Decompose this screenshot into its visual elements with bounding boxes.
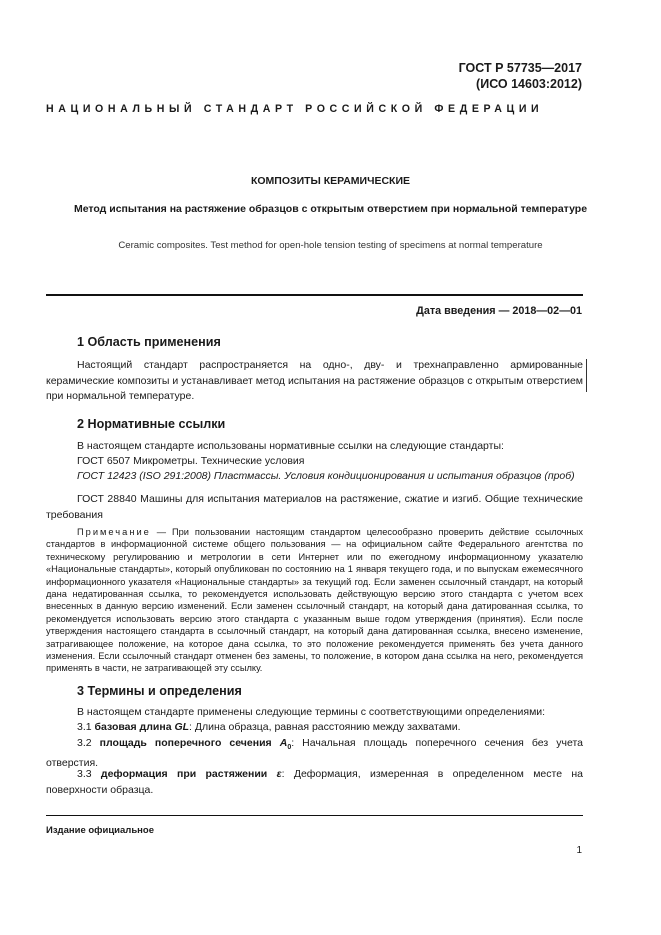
change-bar [586, 359, 587, 392]
section-3-intro-text: В настоящем стандарте применены следующие термины с соответствующими определениями: [77, 706, 546, 718]
term-3-2 [46, 736, 583, 771]
term-3-1-symbol: GL [174, 721, 190, 733]
english-title: Ceramic composites. Test method for open-hole tension testing of specimens at normal temperature [118, 240, 543, 251]
term-3-2-symbol: A [279, 737, 288, 749]
term-3-2-definition: : Начальная площадь поперечного сечения без учета отверстия. [46, 737, 584, 769]
term-3-3-symbol: ε [276, 768, 282, 780]
document-subtitle: Метод испытания на растяжение образцов с открытым отверстием при нормальной температуре [73, 203, 588, 215]
term-3-2-number: 3.2 [77, 737, 92, 749]
note-block [46, 526, 583, 675]
term-3-3-name: деформация при растяжении [100, 768, 268, 780]
reference-gost-28840 [46, 492, 583, 523]
section-1-paragraph: Настоящий стандарт распространяется на одно-, дву- и трехнаправленно армированные керамические композиты и устанавливает метод испытания на растяжение образцов с открытым отверстием при нормальной температуре. [46, 359, 583, 402]
reference-gost-6507 [46, 454, 583, 470]
term-3-1 [46, 720, 583, 736]
national-standard-banner: НАЦИОНАЛЬНЫЙ СТАНДАРТ РОССИЙСКОЙ ФЕДЕРАЦИИ [46, 103, 544, 115]
term-3-1-name: базовая длина [94, 721, 172, 733]
section-3-intro [46, 705, 583, 721]
term-3-3 [46, 767, 583, 798]
reference-gost-6507-text: ГОСТ 6507 Микрометры. Технические условия [77, 455, 305, 467]
reference-gost-12423-text: ГОСТ 12423 (ISO 291:2008) Пластмассы. Условия кондиционирования и испытания образцов (проб) [77, 470, 575, 482]
term-3-2-subscript: 0 [287, 744, 292, 752]
note-label: Примечание [77, 527, 151, 537]
term-3-3-definition: : Деформация, измеренная в определенном месте на поверхности образца. [46, 768, 583, 796]
section-1-heading: 1 Область применения [77, 335, 221, 349]
term-3-3-number: 3.3 [77, 768, 92, 780]
official-edition-label: Издание официальное [46, 825, 154, 836]
standard-code: ГОСТ Р 57735—2017 [458, 61, 582, 75]
section-2-intro-text: В настоящем стандарте использованы нормативные ссылки на следующие стандарты: [77, 440, 504, 452]
section-1-text [46, 358, 583, 405]
reference-gost-28840-text: ГОСТ 28840 Машины для испытания материалов на растяжение, сжатие и изгиб. Общие технические требования [46, 493, 583, 521]
title-divider [46, 294, 583, 296]
section-2-intro [46, 439, 583, 455]
note-text: — При пользовании настоящим стандартом целесообразно проверить действие ссылочных стандартов в информационной системе общего пользования — на официальном сайте Федерального агентства по техническому регулированию и метрологии в сети Интернет или по ежегодному информационному указателю «Национальные стандарты», который опубликован по состоянию на 1 января текущего года, и по выпускам ежемесячного информационного указателя «Национальные стандарты» за текущий год. Если заменен ссылочный стандарт, на который дана недатированная ссылка, то рекомендуется использовать действующую версию этого стандарта с учетом всех внесенных в данную версию изменений. Если заменен ссылочный стандарт, на который дана датированная ссылка, то рекомендуется использовать версию этого стандарта с указанным выше годом утверждения (принятия). Если после утверждения настоящего стандарта в ссылочный стандарт, на который дана датированная ссылка, внесено изменение, затрагивающее положение, на которое дана ссылка, то это положение рекомендуется применять без учета данного изменения. Если ссылочный стандарт отменен без замены, то положение, в котором дана ссылка на него, рекомендуется применять в части, не затрагивающей эту ссылку. [46, 527, 583, 674]
document-title: КОМПОЗИТЫ КЕРАМИЧЕСКИЕ [250, 175, 411, 187]
footer-divider [46, 815, 583, 816]
reference-gost-12423 [46, 469, 583, 485]
term-3-1-definition: : Длина образца, равная расстоянию между захватами. [189, 721, 461, 733]
section-3-heading: 3 Термины и определения [77, 684, 242, 698]
term-3-2-name: площадь поперечного сечения [99, 737, 272, 749]
section-2-heading: 2 Нормативные ссылки [77, 417, 226, 431]
page-number: 1 [576, 845, 582, 856]
term-3-1-number: 3.1 [77, 721, 92, 733]
effective-date: Дата введения — 2018—02—01 [416, 305, 582, 317]
iso-code: (ИСО 14603:2012) [476, 77, 582, 91]
